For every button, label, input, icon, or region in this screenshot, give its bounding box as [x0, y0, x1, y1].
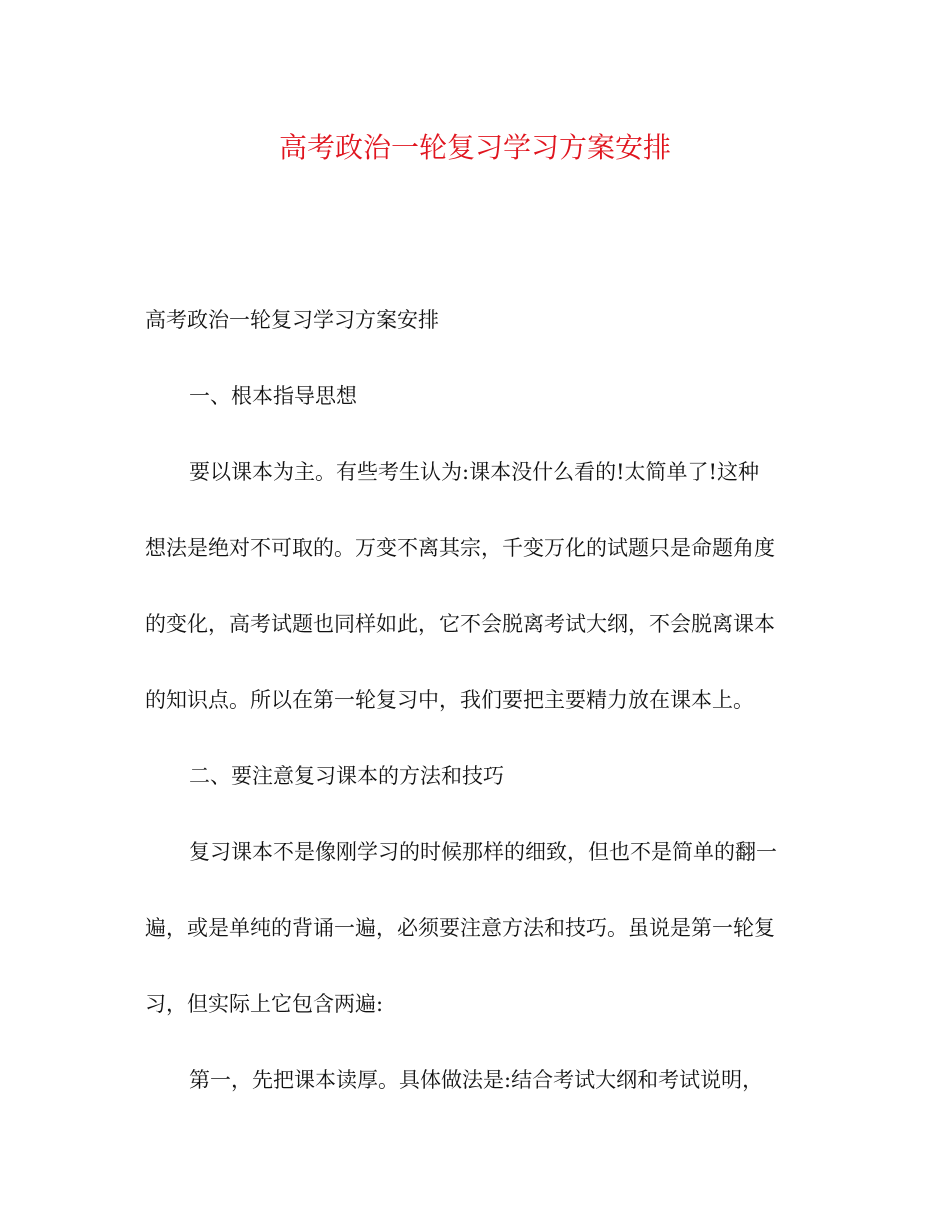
body-line-1: 高考政治一轮复习学习方案安排 — [145, 308, 439, 332]
body-line-11: 第一，先把课本读厚。具体做法是:结合考试大纲和考试说明， — [189, 1068, 764, 1092]
body-line-5: 的变化，高考试题也同样如此，它不会脱离考试大纲，不会脱离课本 — [145, 612, 775, 636]
body-line-10: 习，但实际上它包含两遍: — [145, 992, 384, 1016]
section-heading-1: 一、根本指导思想 — [189, 384, 357, 408]
document-title: 高考政治一轮复习学习方案安排 — [278, 131, 671, 164]
body-line-6: 的知识点。所以在第一轮复习中，我们要把主要精力放在课本上。 — [145, 688, 754, 712]
section-heading-2: 二、要注意复习课本的方法和技巧 — [189, 764, 504, 788]
body-line-9: 遍，或是单纯的背诵一遍，必须要注意方法和技巧。虽说是第一轮复 — [145, 916, 775, 940]
body-line-8: 复习课本不是像刚学习的时候那样的细致，但也不是简单的翻一 — [189, 840, 777, 864]
document-body — [145, 282, 807, 1118]
body-line-4: 想法是绝对不可取的。万变不离其宗，千变万化的试题只是命题角度 — [145, 536, 775, 560]
body-line-3: 要以课本为主。有些考生认为:课本没什么看的!太简单了!这种 — [189, 460, 759, 484]
